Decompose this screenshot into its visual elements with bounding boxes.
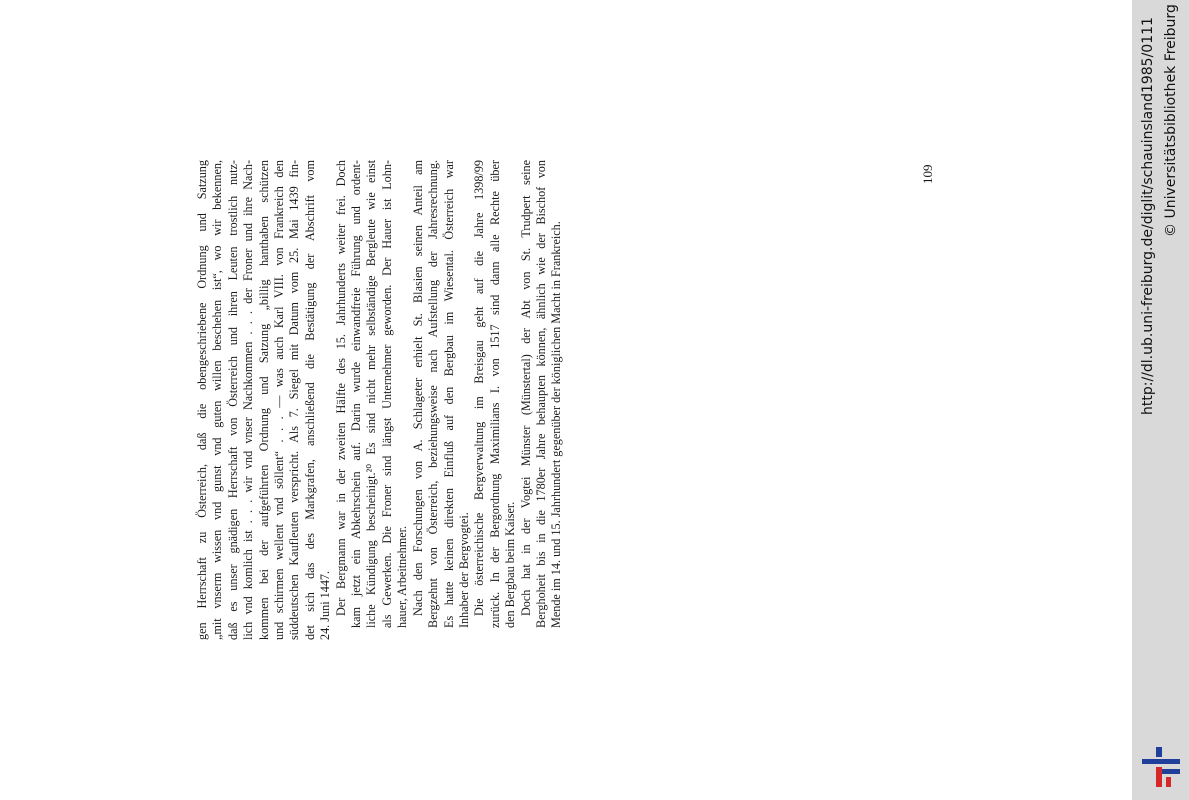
text-line: gen Herrschaft zu Österreich, daß die obengeschriebene Ordnung und Satzung — [195, 160, 209, 640]
logo-bar-blue-main — [1156, 759, 1180, 764]
logo-bar-blue-left — [1142, 759, 1158, 764]
text-line: Mende im 14. und 15. Jahrhundert gegenüber der königlichen Macht in Frankreich. — [549, 221, 564, 628]
text-line: Es hatte keinen direkten Einfluß auf den Bergbau im Wiesental. Österreich war — [441, 160, 456, 628]
text-line: det sich das des Markgrafen, anschließend die Bestätigung der Abschrift vom — [302, 160, 317, 640]
copyright-notice: © Universitätsbibliothek Freiburg — [1163, 4, 1179, 237]
text-line: kommen bei der aufgeführten Ordnung und Satzung „billig hanthaben schützen — [256, 160, 271, 640]
text-line: Inhaber der Bergvogtei. — [456, 512, 471, 628]
text-line: Berghoheit bis in die 1780er Jahre behaupten können, ähnlich wie der Bischof von — [533, 160, 548, 628]
page-number — [920, 160, 940, 190]
logo-bar-red-small — [1166, 777, 1171, 787]
text-line: und schirmen wellent vnd söllent“ . . . — was auch Karl VIII. von Frankreich den — [272, 160, 287, 640]
paragraph-5 — [519, 160, 565, 640]
text-line: Doch hat in der Vogtei Münster (Münstertal) der Abt von St. Trudpert seine — [518, 160, 533, 616]
viewer-sidebar — [1132, 0, 1189, 800]
text-line: als Gewerken. Die Froner sind längst Unternehmer geworden. Der Hauer ist Lohn- — [379, 160, 394, 628]
logo-bar-red-vertical — [1156, 767, 1162, 787]
text-line: lich vnd komlich ist . . . wir vnd vnser Nachkommen . . . der Froner und ihre Nach- — [241, 160, 256, 640]
text-line: Der Bergmann war in der zweiten Hälfte des 15. Jahrhunderts weiter frei. Doch — [333, 160, 348, 616]
text-line: den Bergbau beim Kaiser. — [503, 501, 518, 628]
text-line: „mit vnserm wissen vnd gunst vnd guten willen beschehen ist“, wo wir bekennen, — [210, 160, 225, 640]
text-line: süddeutschen Kaufleuten verspricht. Als 7. Siegel mit Datum vom 25. Mai 1439 fin- — [287, 160, 302, 640]
source-url-link[interactable]: http://dl.ub.uni-freiburg.de/diglit/schauinsland1985/0111 — [1140, 17, 1156, 415]
paragraph-4 — [472, 160, 518, 640]
text-line: 24. Juni 1447. — [318, 570, 333, 640]
text-line: zurück. In der Bergordnung Maximilians I. von 1517 sind dann alle Rechte über — [487, 160, 502, 628]
library-logo-icon — [1138, 745, 1184, 791]
paragraph-3 — [411, 160, 473, 640]
rotated-body-text — [195, 160, 585, 640]
text-line: liche Kündigung bescheinigt.²⁰ Es sind nicht mehr selbständige Bergleute wie einst — [364, 160, 379, 628]
logo-bar-blue-top — [1156, 747, 1162, 757]
paragraph-1 — [195, 160, 334, 640]
page-number-text: 109 — [920, 164, 935, 184]
text-line: hauer, Arbeitnehmer. — [395, 525, 410, 628]
text-line: Die österreichische Bergverwaltung im Breisgau geht auf die Jahre 1398/99 — [472, 160, 487, 616]
text-line: Nach den Forschungen von A. Schlageter erhielt St. Blasien seinen Anteil am — [410, 160, 425, 616]
text-column — [195, 160, 585, 640]
text-line: kam jetzt ein Abkehrschein auf. Darin wurde einwandfreie Führung und ordent- — [349, 160, 364, 628]
text-line: daß es unser gnädigen Herrschaft von Österreich und ihren Leuten trostlich nutz- — [225, 160, 240, 640]
logo-bar-blue-lower — [1162, 769, 1180, 774]
text-line: Bergzehnt von Österreich, beziehungsweise nach Aufstellung der Jahresrechnung. — [426, 160, 441, 628]
paragraph-2 — [334, 160, 411, 640]
